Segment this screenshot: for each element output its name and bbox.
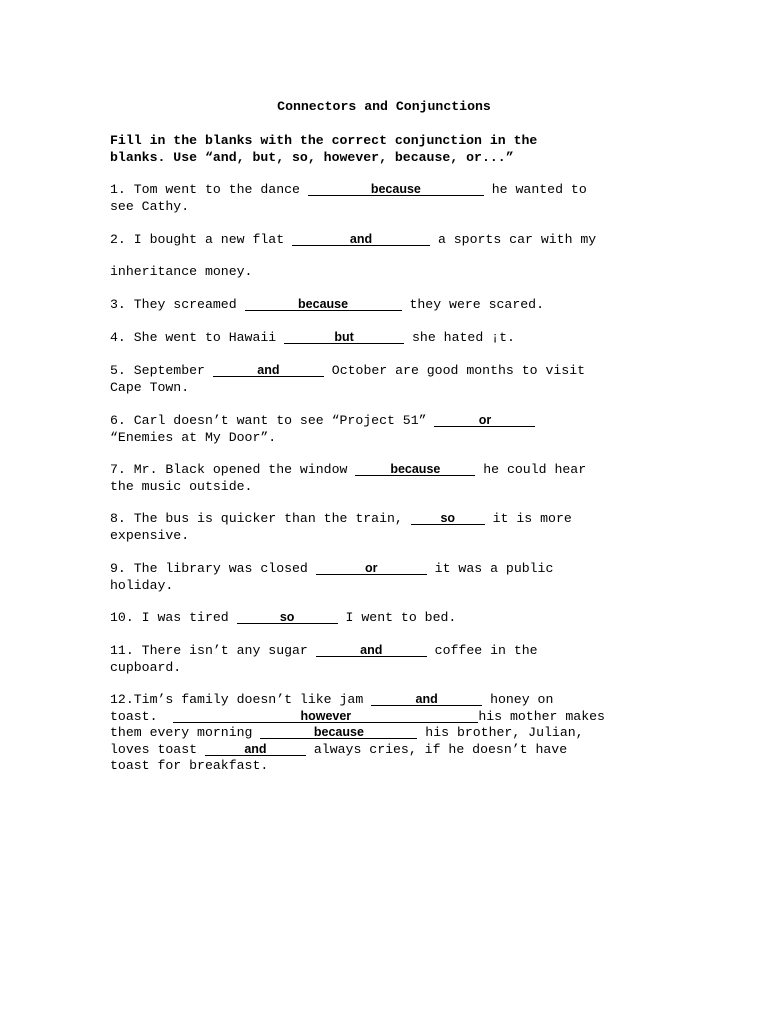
answer-blank[interactable]: and: [213, 363, 324, 377]
exercise-item-9: 9. The library was closed or it was a public holiday.: [110, 561, 554, 593]
exercise-item-6: 6. Carl doesn’t want to see “Project 51” or “Enemies at My Door”.: [110, 413, 670, 446]
answer-blank[interactable]: so: [411, 511, 485, 525]
exercise-item-7: 7. Mr. Black opened the window because he could hear the music outside.: [110, 462, 587, 494]
exercise-item-11: 11. There isn’t any sugar and coffee in the cupboard.: [110, 643, 538, 675]
answer-blank[interactable]: because: [308, 182, 484, 196]
exercise-item-4: 4. She went to Hawaii but she hated ¡t.: [110, 330, 515, 345]
exercise-item-12: 12.Tim’s family doesn’t like jam and honey on toast. however his mother makes them every morning because his brother, Julian, loves toast and always cries, if he doesn’t have toast for breakfast.: [110, 692, 605, 773]
answer-blank[interactable]: because: [245, 297, 402, 311]
exercise-item-10: 10. I was tired so I went to bed.: [110, 610, 457, 625]
instructions-line-1: Fill in the blanks with the correct conjunction in the: [110, 133, 538, 148]
exercise-item-2-continued: inheritance money.: [110, 264, 253, 279]
answer-blank[interactable]: or: [434, 413, 535, 427]
exercise-item-5: 5. September and October are good months to visit Cape Town.: [110, 363, 586, 395]
answer-blank[interactable]: however: [173, 709, 478, 723]
page-title: Connectors and Conjunctions: [277, 99, 491, 114]
answer-blank[interactable]: but: [284, 330, 404, 344]
exercise-item-3: 3. They screamed because they were scared.: [110, 297, 544, 312]
instructions-line-2: blanks. Use “and, but, so, however, because, or...”: [110, 149, 514, 165]
answer-blank[interactable]: so: [237, 610, 338, 624]
answer-blank[interactable]: and: [316, 643, 427, 657]
answer-blank[interactable]: and: [292, 232, 430, 246]
answer-blank[interactable]: or: [316, 561, 427, 575]
exercise-item-1: 1. Tom went to the dance because he wanted to see Cathy.: [110, 182, 587, 214]
exercise-item-8: 8. The bus is quicker than the train, so it is more expensive.: [110, 511, 572, 543]
instructions: [110, 133, 650, 166]
answer-blank[interactable]: and: [205, 742, 306, 756]
exercise-item-2: 2. I bought a new flat and a sports car with my: [110, 232, 597, 247]
answer-blank[interactable]: because: [260, 725, 417, 739]
answer-blank[interactable]: and: [371, 692, 482, 706]
answer-blank[interactable]: because: [355, 462, 475, 476]
